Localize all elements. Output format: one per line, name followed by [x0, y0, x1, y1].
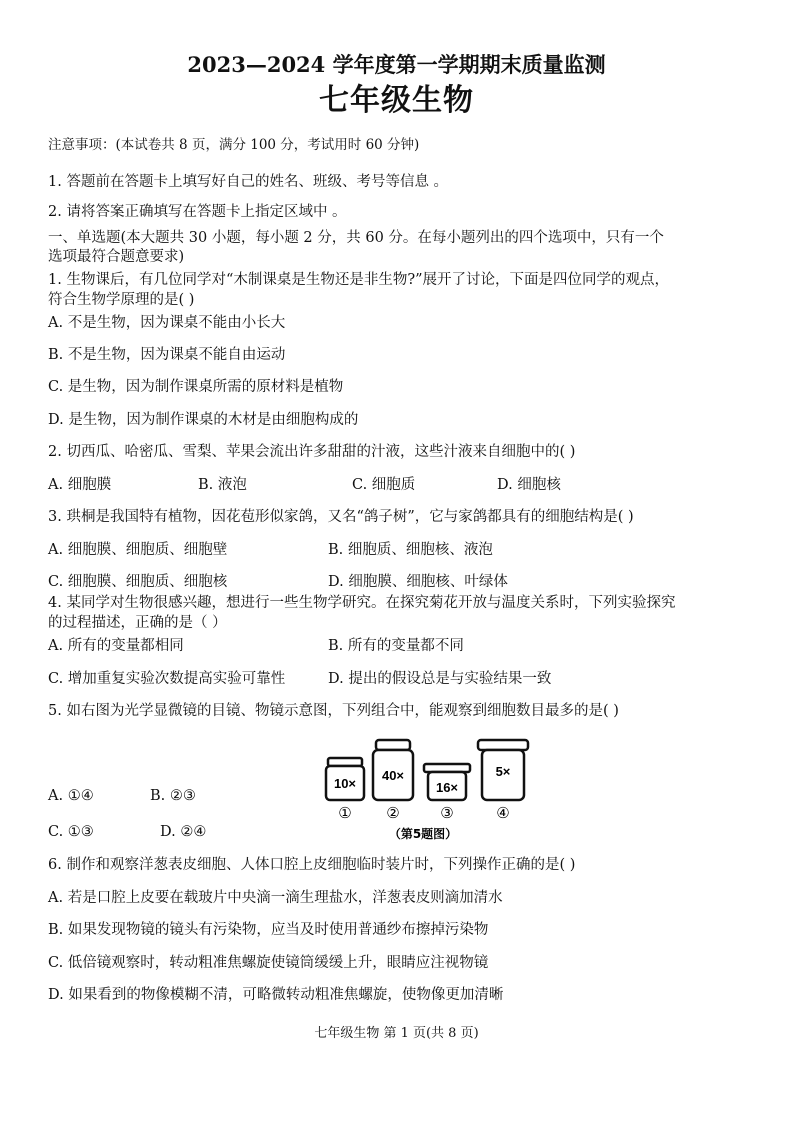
question-6-stem: 6. 制作和观察洋葱表皮细胞、人体口腔上皮细胞临时装片时，下列操作正确的是( ) [48, 857, 576, 873]
question-4-option-b: B. 所有的变量都不同 [328, 638, 464, 654]
question-5-option-a: A. ①④ [48, 788, 94, 804]
question-3-stem: 3. 珙桐是我国特有植物，因花苞形似家鸽，又名“鸽子树”，它与家鸽都具有的细胞结构是( ) [48, 509, 634, 525]
question-3-option-b: B. 细胞质、细胞核、液泡 [328, 542, 493, 558]
question-2-option-a: A. 细胞膜 [48, 477, 112, 493]
lens-4-num: ④ [496, 804, 510, 822]
question-3-option-c: C. 细胞膜、细胞质、细胞核 [48, 574, 228, 590]
question-6-option-b: B. 如果发现物镜的镜头有污染物，应当及时使用普通纱布擦掉污染物 [48, 922, 489, 938]
question-4-stem-cont: 的过程描述，正确的是（ ） [48, 615, 227, 631]
question-6-option-d: D. 如果看到的物像模糊不清，可略微转动粗准焦螺旋，使物像更加清晰 [48, 987, 504, 1003]
lens-2 [373, 740, 413, 822]
lens-3-num: ③ [440, 804, 454, 822]
lens-1-num: ① [338, 804, 352, 822]
question-1-option-d: D. 是生物，因为制作课桌的木材是由细胞构成的 [48, 412, 359, 428]
section-heading: 一、单选题(本大题共 30 小题，每小题 2 分，共 60 分。在每小题列出的四个选项中，只有一个 [48, 230, 664, 246]
question-5-option-d: D. ②④ [160, 824, 207, 840]
question-1-stem: 1. 生物课后，有几位同学对“木制课桌是生物还是非生物?”展开了讨论，下面是四位同学的观点， [48, 272, 670, 288]
figure-caption: （第5题图） [388, 827, 458, 841]
notice-item-2: 2. 请将答案正确填写在答题卡上指定区域中 。 [48, 204, 347, 220]
question-1-option-c: C. 是生物，因为制作课桌所需的原材料是植物 [48, 379, 344, 395]
microscope-lens-figure [318, 736, 538, 846]
lens-1-mag: 10× [333, 776, 357, 791]
question-1-option-b: B. 不是生物，因为课桌不能自由运动 [48, 347, 286, 363]
lens-2-mag: 40× [381, 768, 405, 783]
exam-title: 2023—2024 学年度第一学期期末质量监测 [187, 52, 606, 77]
question-2-option-b: B. 液泡 [198, 477, 247, 493]
question-4-option-d: D. 提出的假设总是与实验结果一致 [328, 671, 552, 687]
lens-3 [424, 764, 470, 822]
notice-item-1: 1. 答题前在答题卡上填写好自己的姓名、班级、考号等信息 。 [48, 174, 449, 190]
question-1-stem-cont: 符合生物学原理的是( ) [48, 292, 195, 308]
question-6-option-a: A. 若是口腔上皮要在载玻片中央滴一滴生理盐水，洋葱表皮则滴加清水 [48, 890, 503, 906]
question-3-option-d: D. 细胞膜、细胞核、叶绿体 [328, 574, 508, 590]
lens-3-mag: 16× [435, 780, 459, 795]
lens-4-mag: 5× [495, 764, 511, 779]
notice-heading: 注意事项：(本试卷共 8 页，满分 100 分，考试用时 60 分钟) [48, 137, 420, 153]
question-5-option-c: C. ①③ [48, 824, 94, 840]
section-heading-cont: 选项最符合题意要求) [48, 249, 185, 265]
question-4-option-a: A. 所有的变量都相同 [48, 638, 184, 654]
question-4-stem: 4. 某同学对生物很感兴趣，想进行一些生物学研究。在探究菊花开放与温度关系时，下列实验探究 [48, 595, 676, 611]
question-6-option-c: C. 低倍镜观察时，转动粗准焦螺旋使镜筒缓缓上升，眼睛应注视物镜 [48, 955, 489, 971]
lens-4 [478, 740, 528, 822]
question-5-stem: 5. 如右图为光学显微镜的目镜、物镜示意图，下列组合中，能观察到细胞数目最多的是( ) [48, 703, 619, 719]
question-2-option-c: C. 细胞质 [352, 477, 416, 493]
question-4-option-c: C. 增加重复实验次数提高实验可靠性 [48, 671, 286, 687]
lens-2-num: ② [386, 804, 400, 822]
question-5-option-b: B. ②③ [150, 788, 196, 804]
lens-1 [326, 758, 364, 822]
question-2-stem: 2. 切西瓜、哈密瓜、雪梨、苹果会流出许多甜甜的汁液，这些汁液来自细胞中的( ) [48, 444, 576, 460]
page-footer: 七年级生物 第 1 页(共 8 页) [314, 1026, 479, 1041]
question-3-option-a: A. 细胞膜、细胞质、细胞壁 [48, 542, 228, 558]
exam-subject: 七年级生物 [319, 83, 474, 118]
question-2-option-d: D. 细胞核 [497, 477, 561, 493]
question-1-option-a: A. 不是生物，因为课桌不能由小长大 [48, 315, 286, 331]
